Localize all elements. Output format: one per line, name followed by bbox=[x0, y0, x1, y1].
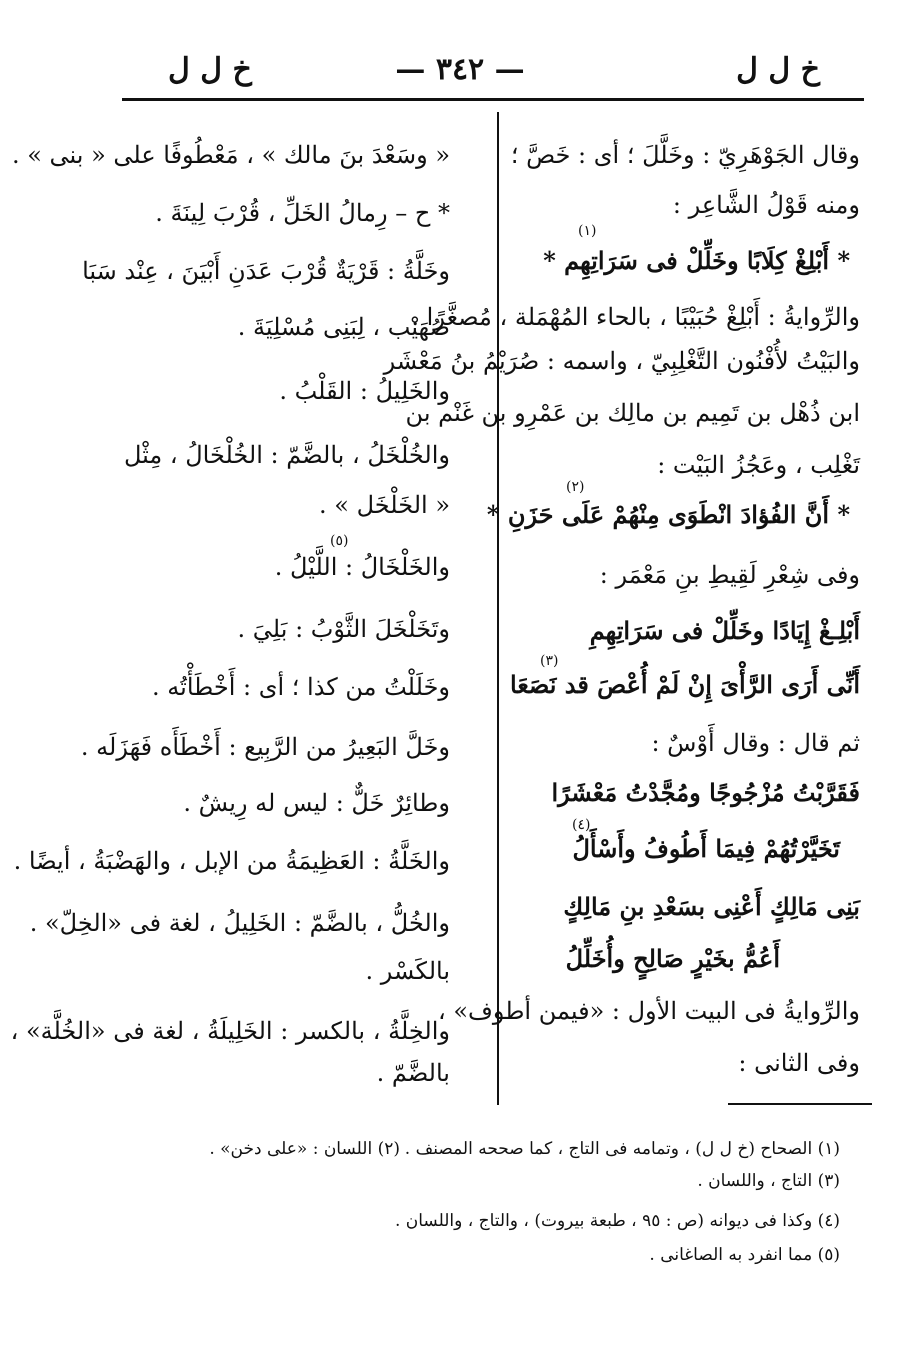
column-divider bbox=[497, 112, 499, 1105]
text-line: « الخَلْخَل » . bbox=[319, 491, 450, 519]
text-line: والبَيْتُ لأُفْنُون التَّغْلِبِيّ ، واسمه : صُرَيْمُ بنُ مَعْشَر bbox=[383, 347, 860, 375]
text-line: وفى الثانى : bbox=[738, 1049, 860, 1077]
page-number: — ٣٤٢ — bbox=[395, 52, 525, 87]
footnote-mark: (٥) bbox=[330, 533, 349, 549]
text-line: وطائِرٌ خَلٌّ : ليس له رِيشٌ . bbox=[183, 789, 450, 817]
text-line: « وسَعْدَ بنَ مالك » ، مَعْطُوفًا على « بنى » . bbox=[11, 141, 450, 169]
text-line: وخَلَّةُ : قَرْيَةٌ قُرْبَ عَدَنِ أَبْيَنَ ، عِنْد سَبَا bbox=[82, 257, 450, 285]
text-line: والخَلْخَالُ : اللَّيْلُ . bbox=[274, 553, 450, 581]
text-line: والرِّوايةُ فى البيت الأول : «فيمن أطوف» ، bbox=[437, 997, 860, 1025]
text-line: * ح – رِمالُ الخَلِّ ، قُرْبَ لِينَةَ . bbox=[155, 199, 450, 227]
text-line: بالكَسْر . bbox=[365, 957, 450, 985]
text-line: ومنه قَوْلُ الشَّاعِر : bbox=[672, 191, 860, 219]
footnote-4: (٤) وكذا فى ديوانه (ص : ٩٥ ، طبعة بيروت) ، والتاج ، واللسان . bbox=[394, 1211, 840, 1231]
text-line: وقال الجَوْهَرِيّ : وخَلَّلَ ؛ أى : خَصَّ ؛ bbox=[510, 141, 860, 169]
text-line: وخَلَلْتُ من كذا ؛ أى : أَخْطَأْتُه . bbox=[152, 673, 450, 701]
header-root-right: خ ل ل bbox=[736, 52, 820, 87]
header-rule bbox=[122, 98, 864, 101]
text-line: ثم قال : وقال أَوْسٌ : bbox=[651, 729, 860, 757]
text-line: والخَلِيلُ : القَلْبُ . bbox=[279, 377, 450, 405]
footnote-mark: (٤) bbox=[572, 817, 591, 833]
footnote-mark: (١) bbox=[578, 223, 597, 239]
verse-line: أَنِّى أَرَى الرَّأْىَ إِنْ لَمْ أُعْصَ قد نَصَعَا bbox=[510, 670, 860, 699]
text-line: تَغْلِب ، وعَجُزُ البَيْت : bbox=[657, 451, 860, 479]
text-line: والخُلُّ ، بالضَّمّ : الخَلِيلُ ، لغة فى «الخِلّ» . bbox=[29, 909, 450, 937]
text-line: وتَخَلْخَلَ الثَّوْبُ : بَلِيَ . bbox=[237, 615, 450, 643]
footnote-2: (٢) اللسان : «على دخن» . bbox=[209, 1139, 400, 1159]
verse-line: أَبْلِـغْ إِيَادًا وخَلِّلْ فى سَرَاتِهِمِ bbox=[589, 616, 860, 645]
text-line: وفى شِعْرِ لَقِيطِ بنِ مَعْمَر : bbox=[599, 561, 860, 589]
verse-line: فَقَرَّبْتُ مُزْجُوجًا ومُجَّدْتُ مَعْشَرًا bbox=[551, 778, 860, 807]
footnote-mark: (٢) bbox=[566, 479, 585, 495]
header-root-left: خ ل ل bbox=[168, 52, 252, 87]
verse-line: * أَنَّ الفُؤادَ انْطَوَى مِنْهُمْ عَلَى حَزَنِ * bbox=[486, 500, 850, 529]
text-line: ابن ذُهْل بن تَمِيم بن مالِك بن عَمْرِو بن غَنْم بن bbox=[405, 399, 860, 427]
verse-line: * أَبْلِغْ كِلَابًا وخَلِّلْ فى سَرَاتِهِم * bbox=[543, 246, 850, 275]
footnote-3: (٣) التاج ، واللسان . bbox=[697, 1171, 840, 1191]
verse-line: بَنِى مَالِكٍ أَعْنِى بسَعْدِ بنِ مَالِكٍ bbox=[563, 892, 860, 921]
text-line: والخَلَّةُ : العَظِيمَةُ من الإبل ، والهَضْبَةُ ، أيضًا . bbox=[13, 847, 450, 875]
verse-line: أَعُمُّ بخَيْرٍ صَالِحٍ وأُخَلِّلُ bbox=[565, 944, 780, 973]
text-line: بالضَّمّ . bbox=[376, 1059, 450, 1087]
verse-line: تَخَيَّرْتُهُمْ فِيمَا أَطُوفُ وأَسْأَلُ bbox=[572, 834, 840, 863]
footnote-1: (١) الصحاح (خ ل ل) ، وتمامه فى التاج ، كما صححه المصنف . bbox=[404, 1139, 840, 1159]
footnote-rule bbox=[728, 1103, 872, 1105]
text-line: والرِّوايةُ : أَبْلِغْ حُبَيْبًا ، بالحاء المُهْمَلة ، مُصغَّرًا . bbox=[411, 303, 860, 331]
text-line: صُهَيْب ، لِبَنِى مُسْلِيَةَ . bbox=[237, 313, 450, 341]
footnote-5: (٥) مما انفرد به الصاغانى . bbox=[649, 1245, 840, 1265]
text-line: وخَلَّ البَعِيرُ من الرَّبِيع : أَخْطَأَه فَهَزَلَه . bbox=[80, 733, 450, 761]
footnote-mark: (٣) bbox=[540, 653, 559, 669]
text-line: والخُلْخَلُ ، بالضَّمّ : الخُلْخَالُ ، مِثْل bbox=[123, 441, 450, 469]
text-line: والخِلَّةُ ، بالكسر : الخَلِيلَةُ ، لغة فى «الخُلَّة» ، bbox=[10, 1017, 450, 1045]
